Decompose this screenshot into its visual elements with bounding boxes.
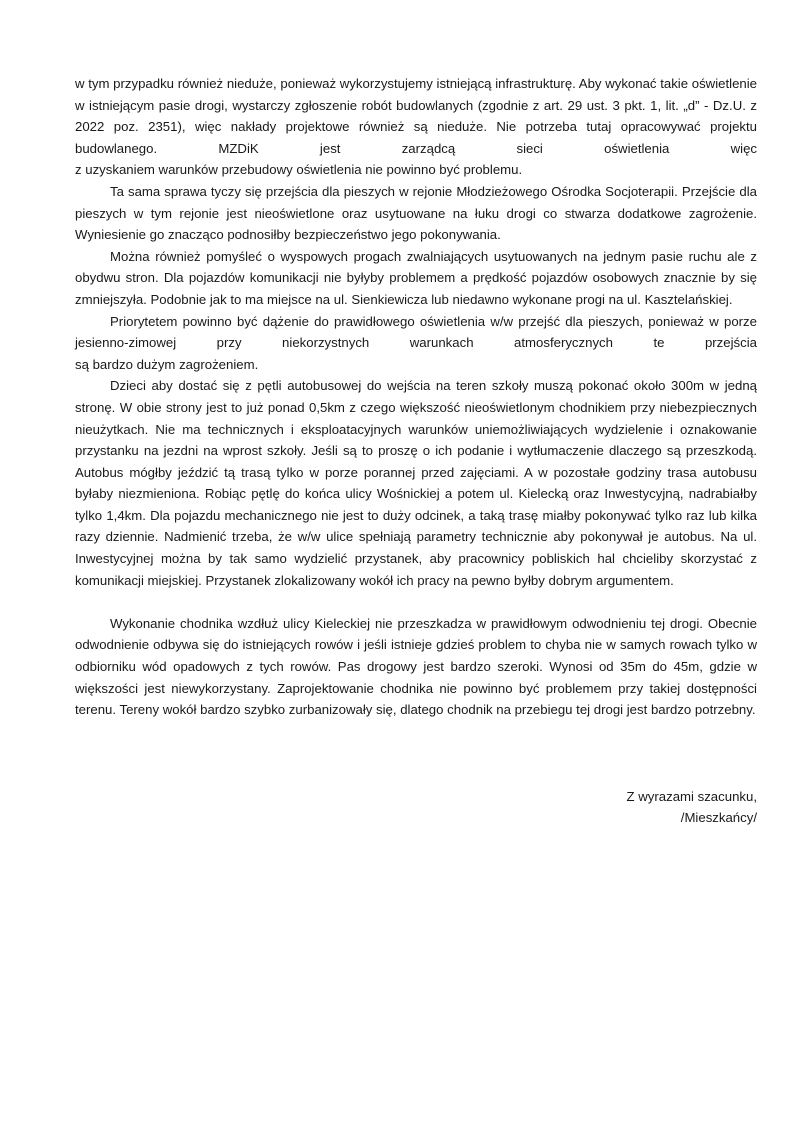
paragraph-text: Ta sama sprawa tyczy się przejścia dla pieszych w rejonie Młodzieżowego Ośrodka Socjoterapii. Przejście dla pieszych w tym rejonie jest nieoświetlone oraz usytuowane na łuku drogi co stwarza dodatkowe zagrożenie. Wyniesienie go znacząco podnosiłby bezpieczeństwo jego pokonywania. <box>75 183 757 243</box>
closing-block <box>75 786 757 829</box>
paragraph <box>75 181 757 246</box>
closing-salutation: Z wyrazami szacunku, <box>626 788 757 804</box>
closing-signature: /Mieszkańcy/ <box>680 810 757 826</box>
paragraph-text: Priorytetem powinno być dążenie do prawidłowego oświetlenia w/w przejść dla pieszych, ponieważ w porze jesienno-zimowej przy niekorzystnych warunkach atmosferycznych te przejścia <box>75 313 757 351</box>
paragraph-text: Dzieci aby dostać się z pętli autobusowej do wejścia na teren szkoły muszą pokonać około 300m w jedną stronę. W obie strony jest to już ponad 0,5km z czego większość nieoświetlonym chodnikiem przy niebezpiecznych nieużytkach. Nie ma technicznych i eksploatacyjnych warunków uniemożliwiających wydzielenie i oznakowanie przystanku na jezdni na wprost szkoły. Jeśli są to proszę o ich podanie i wytłumaczenie dlaczego są przeszkodą. Autobus mógłby jeździć tą trasą tylko w porze porannej przed zajęciami. A w pozostałe godziny trasa autobusu byłaby niezmieniona. Robiąc pętlę do końca ulicy Wośnickiej a potem ul. Kielecką oraz Inwestycyjną, nadrabiałby tylko 1,4km. Dla pojazdu mechanicznego nie jest to duży odcinek, a taką trasę miałby pokonywać tylko raz lub kilka razy dziennie. Nadmienić trzeba, że w/w ulice spełniają parametry technicznie aby pokonywał je autobus. Na ul. Inwestycyjnej można by tak samo wydzielić przystanek, aby pracownicy pobliskich hal chcieliby skorzystać z komunikacji miejskiej. Przystanek zlokalizowany wokół ich pracy na pewno byłby dobrym argumentem. <box>75 378 757 588</box>
paragraph-text: są bardzo dużym zagrożeniem. <box>75 356 259 372</box>
paragraph-text: Wykonanie chodnika wzdłuż ulicy Kieleckiej nie przeszkadza w prawidłowym odwodnieniu tej drogi. Obecnie odwodnienie odbywa się do istniejących rowów i jeśli istnieje gdzieś problem to chyba nie w samych rowach tylko w odbiorniku wód opadowych z tych rowów. Pas drogowy jest bardzo szeroki. Wynosi od 35m do 45m, gdzie w większości jest niewykorzystany. Zaprojektowanie chodnika nie powinno być problemem przy takiej dostępności terenu. Tereny wokół bardzo szybko zurbanizowały się, dlatego chodnik na przebiegu tej drogi jest bardzo potrzebny. <box>75 615 757 718</box>
paragraph <box>75 613 757 721</box>
paragraph <box>75 375 757 591</box>
paragraph-text: z uzyskaniem warunków przebudowy oświetlenia nie powinno być problemu. <box>75 162 523 178</box>
paragraph <box>75 73 757 181</box>
paragraph-text: w tym przypadku również nieduże, ponieważ wykorzystujemy istniejącą infrastrukturę. Aby wykonać takie oświetlenie w istniejącym pasie drogi, wystarczy zgłoszenie robót budowlanych (zgodnie z art. 29 ust. 3 pkt. 1, lit. „d” - Dz.U. z 2022 poz. 2351), więc nakłady projektowe również są nieduże. Nie potrzeba tutaj opracowywać projektu budowlanego. MZDiK jest zarządcą sieci oświetlenia więc <box>75 76 757 156</box>
letter-body <box>75 73 757 829</box>
paragraph <box>75 246 757 311</box>
paragraph <box>75 311 757 376</box>
paragraph-text: Można również pomyśleć o wyspowych progach zwalniających usytuowanych na jednym pasie ruchu ale z obydwu stron. Dla pojazdów komunikacji nie byłyby problemem a prędkość pojazdów osobowych znacznie by się zmniejszyła. Podobnie jak to ma miejsce na ul. Sienkiewicza lub niedawno wykonane progi na ul. Kasztelańskiej. <box>75 248 757 307</box>
paragraphs-container <box>75 73 757 721</box>
